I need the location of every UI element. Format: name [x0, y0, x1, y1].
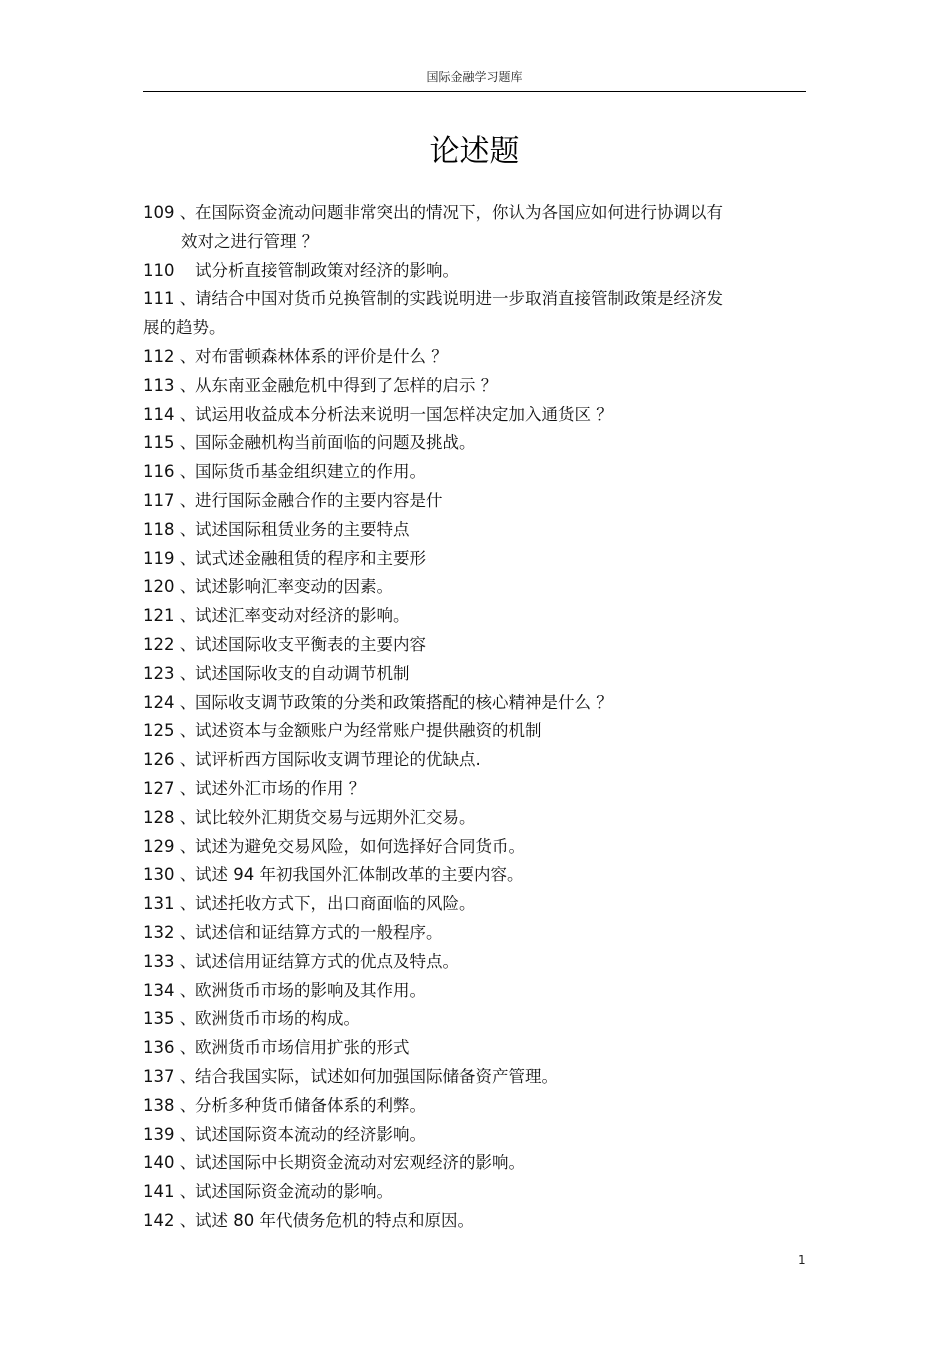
question-text: 试述 80 年代债务危机的特点和原因。 — [195, 1210, 474, 1230]
question-item — [143, 977, 783, 1006]
question-text: 试述国际中长期资金流动对宏观经济的影响。 — [195, 1153, 525, 1173]
question-item — [143, 660, 783, 689]
question-number: 120 、 — [143, 577, 197, 597]
question-number: 113 、 — [143, 375, 197, 395]
question-text: 欧洲货币市场的构成。 — [195, 1009, 360, 1029]
question-item — [143, 631, 783, 660]
question-number: 114 、 — [143, 404, 197, 424]
question-number: 142 、 — [143, 1210, 197, 1230]
question-item — [143, 689, 783, 718]
question-number: 126 、 — [143, 750, 197, 770]
question-text: 欧洲货币市场信用扩张的形式 — [195, 1038, 410, 1058]
question-text: 国际货币基金组织建立的作用。 — [195, 462, 426, 482]
question-item — [143, 890, 783, 919]
running-header: 国际金融学习题库 — [426, 70, 523, 84]
question-item — [143, 948, 783, 977]
question-number: 129 、 — [143, 836, 197, 856]
question-number: 141 、 — [143, 1182, 197, 1202]
question-continuation: 效对之进行管理 ？ — [181, 231, 319, 251]
question-list — [143, 199, 783, 1236]
question-number: 115 、 — [143, 433, 197, 453]
question-text: 试述汇率变动对经济的影响。 — [195, 606, 410, 626]
question-number: 119 、 — [143, 548, 197, 568]
question-item — [143, 487, 783, 516]
question-text: 请结合中国对货币兑换管制的实践说明进一步取消直接管制政策是经济发 — [195, 289, 723, 309]
question-text: 分析多种货币储备体系的利弊。 — [195, 1095, 426, 1115]
question-item — [143, 775, 783, 804]
question-text: 试述为避免交易风险，如何选择好合同货币。 — [195, 836, 525, 856]
question-continuation: 展的趋势。 — [143, 318, 226, 338]
question-text: 结合我国实际，试述如何加强国际储备资产管理。 — [195, 1066, 558, 1086]
question-item — [143, 545, 783, 574]
question-text: 试述国际收支平衡表的主要内容 — [195, 634, 426, 654]
question-number: 135 、 — [143, 1009, 197, 1029]
question-text: 进行国际金融合作的主要内容是什 — [195, 490, 443, 510]
question-text: 试述资本与金额账户为经常账户提供融资的机制 — [195, 721, 542, 741]
question-text: 试述外汇市场的作用 ？ — [195, 778, 366, 798]
question-number: 139 、 — [143, 1124, 197, 1144]
question-text: 国际金融机构当前面临的问题及挑战。 — [195, 433, 476, 453]
question-item — [143, 1005, 783, 1034]
question-text: 试述国际租赁业务的主要特点 — [195, 519, 410, 539]
question-item — [143, 401, 783, 430]
question-item — [143, 1063, 783, 1092]
question-text: 试式述金融租赁的程序和主要形 — [195, 548, 426, 568]
question-item — [143, 919, 783, 948]
question-item — [143, 516, 783, 545]
question-item — [143, 1121, 783, 1150]
question-number: 112 、 — [143, 346, 197, 366]
question-number: 131 、 — [143, 894, 197, 914]
question-item — [143, 861, 783, 890]
question-number: 137 、 — [143, 1066, 197, 1086]
question-number: 132 、 — [143, 922, 197, 942]
question-number: 130 、 — [143, 865, 197, 885]
question-text: 试评析西方国际收支调节理论的优缺点. — [195, 750, 481, 770]
page-number: 1 — [798, 1253, 806, 1267]
question-number: 122 、 — [143, 634, 197, 654]
question-text: 欧洲货币市场的影响及其作用。 — [195, 980, 426, 1000]
question-text: 试述国际资本流动的经济影响。 — [195, 1124, 426, 1144]
question-text: 试运用收益成本分析法来说明一国怎样决定加入通货区 ？ — [195, 404, 613, 424]
question-item — [143, 343, 783, 372]
question-item — [143, 372, 783, 401]
question-text: 试述信和证结算方式的一般程序。 — [195, 922, 443, 942]
question-item — [143, 1092, 783, 1121]
question-number: 140 、 — [143, 1153, 197, 1173]
question-text: 试述 94 年初我国外汇体制改革的主要内容。 — [195, 865, 524, 885]
question-number: 111 、 — [143, 289, 197, 309]
question-number: 136 、 — [143, 1038, 197, 1058]
question-item — [143, 746, 783, 775]
question-item — [143, 199, 783, 228]
question-item — [143, 429, 783, 458]
question-number: 125 、 — [143, 721, 197, 741]
question-text: 试比较外汇期货交易与远期外汇交易。 — [195, 807, 476, 827]
question-item — [143, 602, 783, 631]
question-number: 133 、 — [143, 951, 197, 971]
question-item — [143, 1149, 783, 1178]
question-text: 国际收支调节政策的分类和政策搭配的核心精神是什么 ？ — [195, 692, 613, 712]
question-item — [143, 458, 783, 487]
question-item — [143, 804, 783, 833]
question-text: 试述国际收支的自动调节机制 — [195, 663, 410, 683]
question-number: 110 — [143, 260, 175, 280]
question-number: 109 、 — [143, 203, 197, 222]
question-number: 116 、 — [143, 462, 197, 482]
question-item — [143, 285, 783, 314]
question-number: 138 、 — [143, 1095, 197, 1115]
question-text: 试述信用证结算方式的优点及特点。 — [195, 951, 459, 971]
question-text: 试述托收方式下，出口商面临的风险。 — [195, 894, 476, 914]
question-text: 试分析直接管制政策对经济的影响。 — [195, 260, 459, 280]
question-item — [143, 573, 783, 602]
question-text: 在国际资金流动问题非常突出的情况下，你认为各国应如何进行协调以有 — [195, 203, 723, 222]
question-number: 121 、 — [143, 606, 197, 626]
question-text: 试述国际资金流动的影响。 — [195, 1182, 393, 1202]
question-number: 117 、 — [143, 490, 197, 510]
question-text: 对布雷顿森林体系的评价是什么 ？ — [195, 346, 448, 366]
question-number: 128 、 — [143, 807, 197, 827]
question-item — [143, 1207, 783, 1236]
question-number: 124 、 — [143, 692, 197, 712]
question-text: 从东南亚金融危机中得到了怎样的启示 ？ — [195, 375, 498, 395]
question-number: 134 、 — [143, 980, 197, 1000]
question-item — [143, 717, 783, 746]
question-number: 118 、 — [143, 519, 197, 539]
page-title: 论述题 — [429, 134, 520, 169]
header-rule — [143, 91, 806, 92]
question-item — [143, 1034, 783, 1063]
question-number: 123 、 — [143, 663, 197, 683]
question-number: 127 、 — [143, 778, 197, 798]
question-item — [143, 1178, 783, 1207]
question-item — [143, 833, 783, 862]
question-item — [143, 257, 783, 286]
question-text: 试述影响汇率变动的因素。 — [195, 577, 393, 597]
